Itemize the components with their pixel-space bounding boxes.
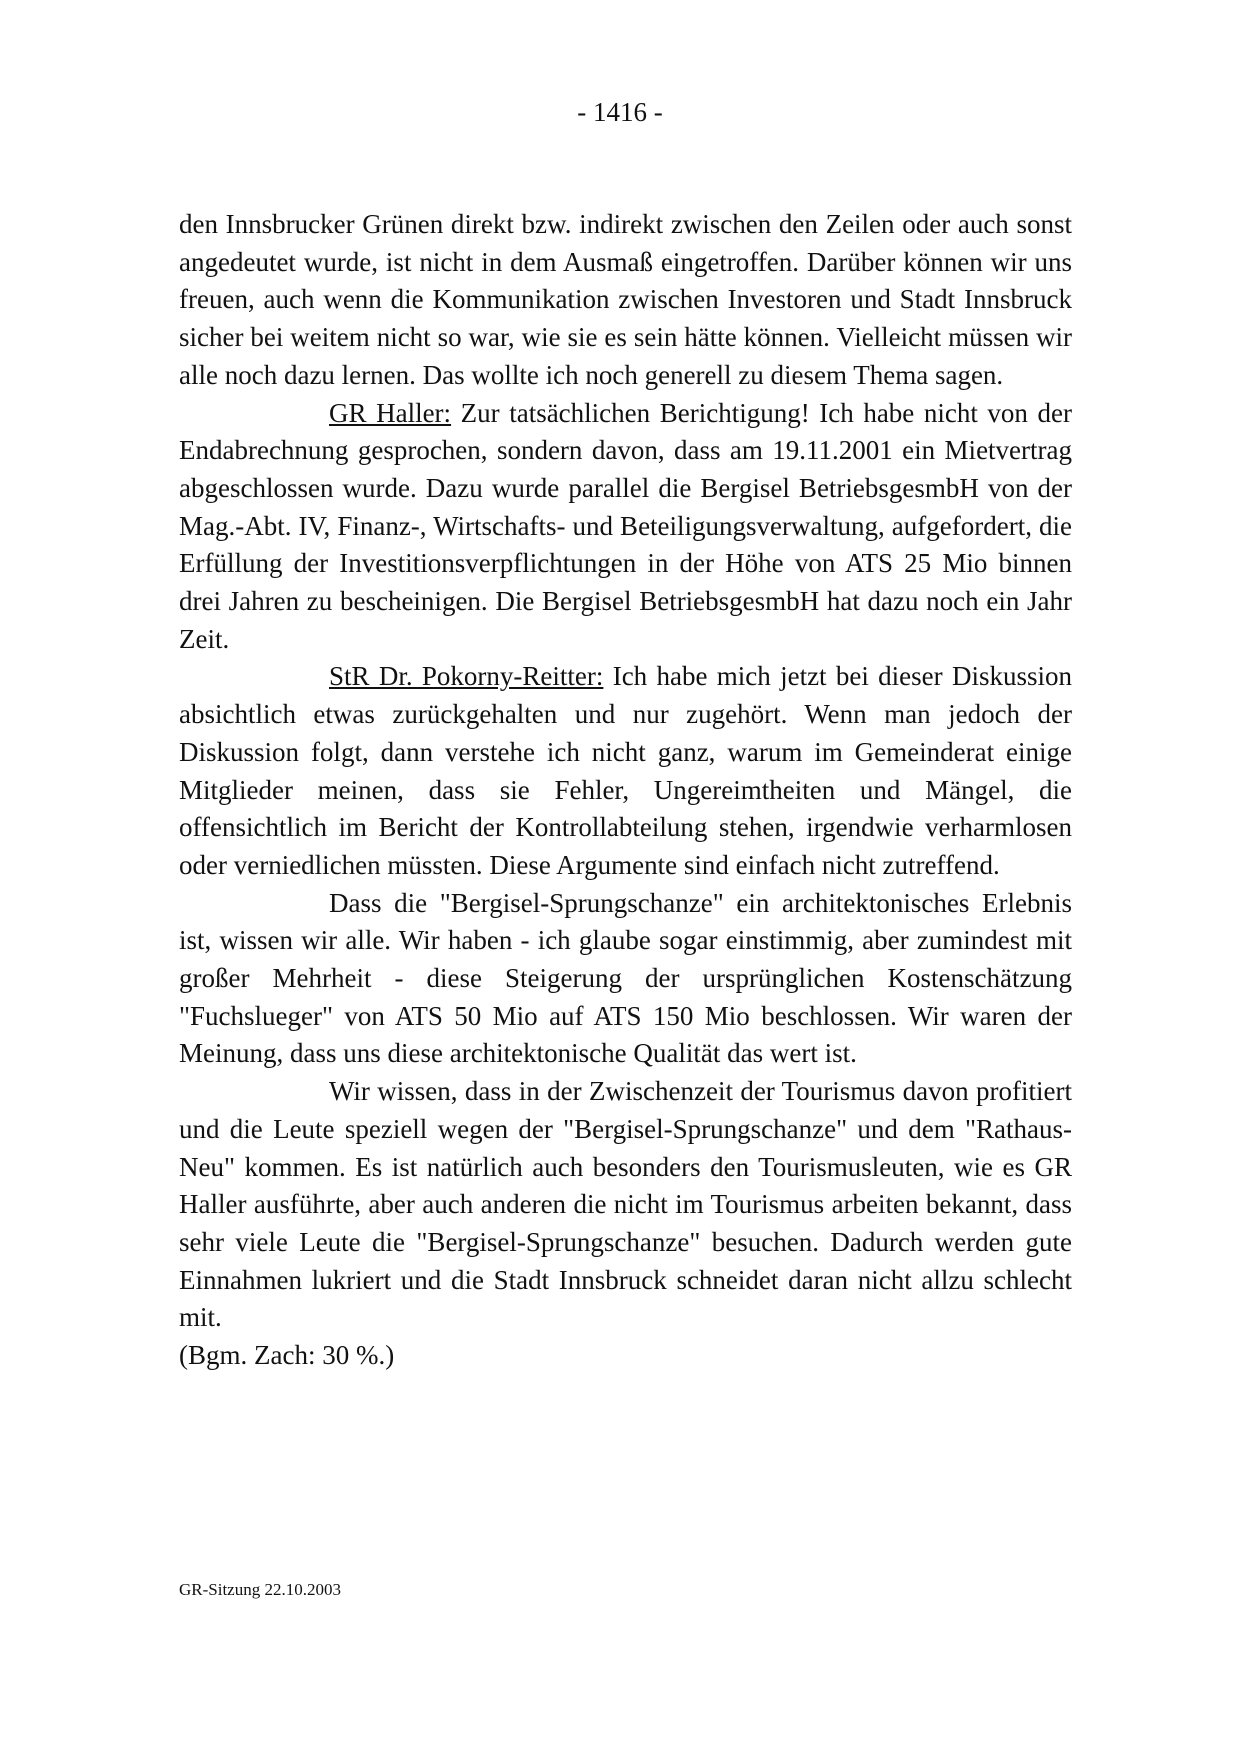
paragraph-continuation bbox=[179, 206, 1072, 395]
paragraph-gr-haller bbox=[179, 395, 1072, 659]
page-number: - 1416 - bbox=[577, 97, 663, 127]
interjection bbox=[179, 1337, 1072, 1375]
paragraph-text: Zur tatsächlichen Berichtigung! Ich habe nicht von der Endabrechnung gesprochen, sondern davon, dass am 19.11.2001 ein Mietvertrag abgeschlossen wurde. Dazu wurde parallel die Bergisel BetriebsgesmbH von der Mag.-Abt. IV, Finanz-, Wirtschafts- und Beteiligungsverwaltung, aufgefordert, die Erfüllung der Investitionsverpflichtungen in der Höhe von ATS 25 Mio binnen drei Jahren zu bescheinigen. Die Bergisel BetriebsgesmbH hat dazu noch ein Jahr Zeit. bbox=[179, 397, 1072, 654]
paragraph-text: den Innsbrucker Grünen direkt bzw. indirekt zwischen den Zeilen oder auch sonst angedeutet wurde, ist nicht in dem Ausmaß eingetroffen. Darüber können wir uns freuen, auch wenn die Kommunikation zwischen Investoren und Stadt Innsbruck sicher bei weitem nicht so war, wie sie es sein hätte können. Vielleicht müssen wir alle noch dazu lernen. Das wollte ich noch generell zu diesem Thema sagen. bbox=[179, 209, 1072, 390]
speaker-name: GR Haller: bbox=[329, 397, 452, 428]
paragraph-text: (Bgm. Zach: 30 %.) bbox=[179, 1340, 395, 1371]
footer-session-date: GR-Sitzung 22.10.2003 bbox=[179, 1580, 341, 1599]
paragraph-text: Wir wissen, dass in der Zwischenzeit der Tourismus davon profitiert und die Leute speziell wegen der "Bergisel-Sprungschanze" und dem "Rathaus-Neu" kommen. Es ist natürlich auch besonders den Tourismusleuten, wie es GR Haller ausführte, aber auch anderen die nicht im Tourismus arbeiten bekannt, dass sehr viele Leute die "Bergisel-Sprungschanze" besuchen. Dadurch werden gute Einnahmen lukriert und die Stadt Innsbruck schneidet daran nicht allzu schlecht mit. bbox=[179, 1076, 1072, 1333]
paragraph-text: Dass die "Bergisel-Sprungschanze" ein architektonisches Erlebnis ist, wissen wir alle. Wir haben - ich glaube sogar einstimmig, aber zumindest mit großer Mehrheit - diese Steigerung der ursprünglichen Kostenschätzung "Fuchslueger" von ATS 50 Mio auf ATS 150 Mio beschlossen. Wir waren der Meinung, dass uns diese architektonische Qualität das wert ist. bbox=[179, 887, 1072, 1069]
speaker-name: StR Dr. Pokorny-Reitter: bbox=[329, 661, 604, 692]
paragraph-tourismus bbox=[179, 1073, 1072, 1337]
paragraph-pokorny-reitter bbox=[179, 658, 1072, 884]
document-body bbox=[179, 206, 1072, 1375]
paragraph-text: Ich habe mich jetzt bei dieser Diskussion absichtlich etwas zurückgehalten und nur zugehört. Wenn man jedoch der Diskussion folgt, dann verstehe ich nicht ganz, warum im Gemeinderat einige Mitglieder meinen, dass sie Fehler, Ungereimtheiten und Mängel, die offensichtlich im Bericht der Kontrollabteilung stehen, irgendwie verharmlosen oder verniedlichen müssten. Diese Argumente sind einfach nicht zutreffend. bbox=[179, 661, 1072, 880]
paragraph-sprungschanze bbox=[179, 885, 1072, 1074]
